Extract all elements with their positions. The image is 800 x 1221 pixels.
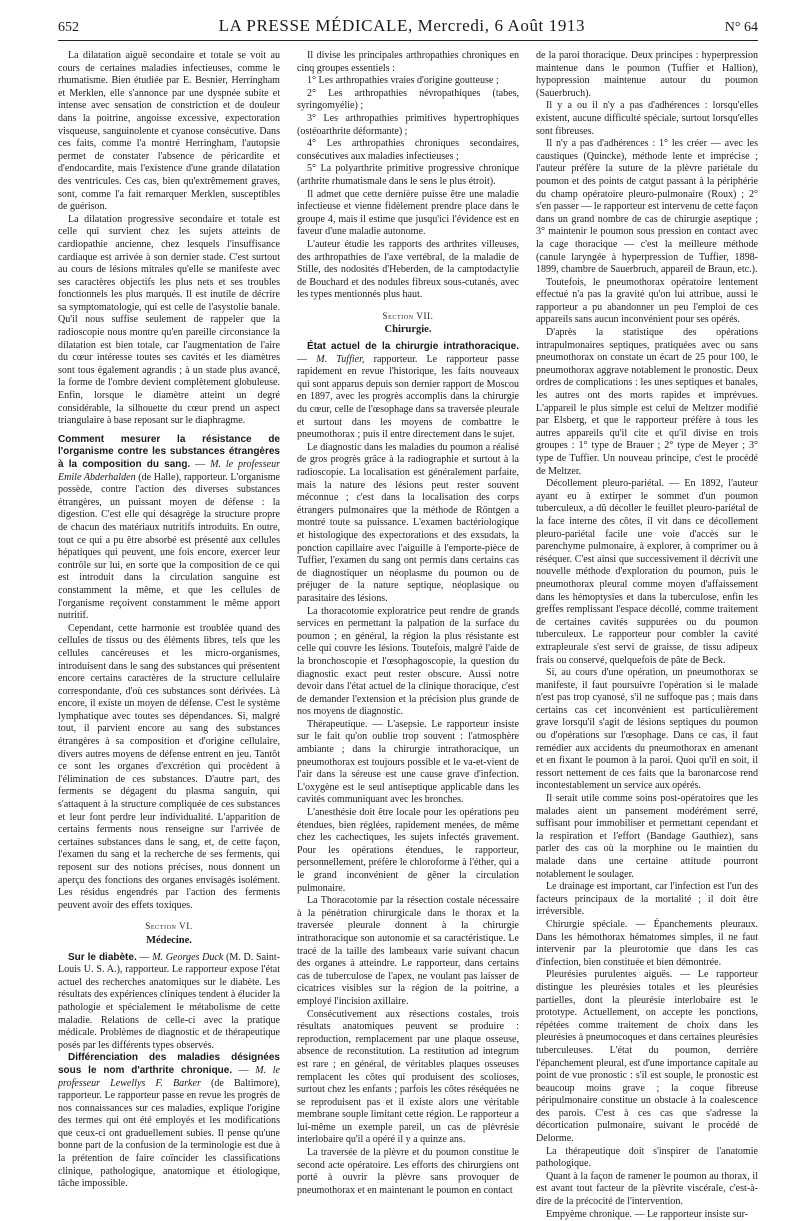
paragraph: Chirurgie spéciale. — Épanchements pleuraux. Dans les hémothorax hématomes simples, il ne faut intervenir par la pleurotomie que dans les cas d'infection, bien constituée et bien démontrée. xyxy=(536,918,758,968)
article-block: Comment mesurer la résistance de l'organisme contre les substances étrangères à la composition du sang. — M. le professeur Emile Abderhalden (de Halle), rapporteur. L'organisme possède, contre l'action des diverses substances étrangères, un puissant moyen de défense : la digestion. C'est elle qui désagrège la structure propre de chacun des matériaux nutritifs introduits. En outre, tout ce qui a pu être absorbé est présenté aux cellules hépatiques qui peuvent, une fois encore, exercer leur contrôle sur lui, en sorte que la composition de ce qui est introduit dans la circulation sanguine est constamment la même, et que les cellules de l'organisme reçoivent constamment le même apport nutritif. xyxy=(58,433,281,622)
page-header xyxy=(58,16,758,40)
article-author: M. le professeur Lewellys F. Barker xyxy=(58,1064,280,1089)
column-3 xyxy=(536,50,758,1220)
paragraph: Thérapeutique. — L'asepsie. Le rapporteur insiste sur le fait qu'on oublie trop souvent : l'atmosphère ambiante ; dans la chirurgie intrathoracique, un pneumothorax est toujours possible et le va-et-vient de l'air dans la séreuse est une cause grave d'infection. L'oxygène est le seul antiseptique applicable dans les cavités communiquant avec les bronches. xyxy=(297,718,519,806)
paragraph: Cependant, cette harmonie est troublée quand des cellules de tissus ou des éléments libres, tels que les cellules cancéreuses et les micro-organismes, introduisent dans le sang des substances qui présentent encore certains caractères de la structure cellulaire correspondante, d'où ces substances sont dérivées. Là encore, il existe un moyen de défense. C'est le système lymphatique avec toutes ses dépendances. Si, malgré tout, il parvient encore au sang des substances étrangères à sa composition et d'origine cellulaire, divers autres moyens de défense entrent en jeu. Tantôt ce sont les organes d'excrétion qui procèdent à l'élimination de ces substances. D'autre part, des ferments se dégagent du plasma sanguin, qui s'attaquent à la structure compliquée de ces substances et leur font perdre leur individualité. L'apparition de certains ferments nous renseigne sur l'arrivée de certaines substances dans le sang, et, de cette façon, l'examen du sang et la recherche de ses ferments, qui reposent sur des notions précises, nous donnent un aperçu des fonctions des organes envisagés isolément. Les résidus engendrés par l'action des ferments peuvent avoir des effets toxiques. xyxy=(58,622,280,911)
article-author: M. Georges Duck xyxy=(152,951,224,963)
paragraph: Le drainage est important, car l'infection est l'un des facteurs principaux de la mortalité ; il doit être irréversible. xyxy=(536,881,758,918)
journal-title: LA PRESSE MÉDICALE, Mercredi, 6 Août 1913 xyxy=(218,16,586,35)
paragraph: La dilatation aiguë secondaire et totale se voit au cours de certaines maladies infectieuses, comme le rhumatisme. Bien étudiée par E. Besnier, Herringham et Merklen, elle s'annonce par une dyspnée subite et intense avec sensation de constriction et de douleur dans la poitrine, angoisse excessive, expectoration visqueuse, sanguinolente et cyanose consécutive. Dans ces faits, comme l'a montré Herringham, l'autopsie permet de constater l'absence de péricardite et d'endocardite, mais l'existence d'une grande dilatation des ventricules. Ces cas, bien qu'extrêmement graves, sont, comme l'a fait remarquer Merklen, susceptibles de guérison. xyxy=(58,50,280,213)
paragraph: La traversée de la plèvre et du poumon constitue le second acte opératoire. Les efforts des chirurgiens ont porté à ouvrir la plèvre sans provoquer de pneumothorax et en maintenant le poumon en contact xyxy=(297,1147,519,1196)
paragraph: Il divise les principales arthropathies chroniques en cinq groupes essentiels : xyxy=(297,50,519,74)
page-number: 652 xyxy=(58,20,79,35)
paragraph: Il serait utile comme soins post-opératoires que les malades aient un pansement modérément serré, suffisant pour immobiliser et permettant cependant et la respiration et l'effort (Bandage Gauthiez), sans parler des cas où la morphine ou le maintien du malade dans une certaine attitude pourront notablement le soulager. xyxy=(536,793,758,880)
article-body: (de Baltimore), rapporteur. Le rapporteur passe en revue les progrès de nos connaissances sur ces maladies, explique l'origine des termes qui ont été employés et les modifications que ceux-ci ont graduellement subies. Il pense qu'une bonne part de la confusion de la terminologie est due à la prétention de faire coïncider les classifications clinique, pathologique, anatomique et étiologique, tâche impossible. xyxy=(58,1077,280,1190)
article-title: Sur le diabète. xyxy=(68,951,137,963)
paragraph: L'anesthésie doit être locale pour les opérations peu étendues, bien réglées, rapidement menées, de même chez les cachectiques, les sujets infectés gravement. Pour les opérations étendues, le rapporteur, personnellement, préfère le chloroforme à l'éther, qui a le grand inconvénient de gêner la circulation pulmonaire. xyxy=(297,807,519,894)
paragraph: Il admet que cette dernière puisse être une maladie infectieuse et vienne fidèlement prendre place dans le groupe 4, mais il estime que jusqu'ici l'évidence est en faveur d'une maladie autonome. xyxy=(297,188,519,238)
paragraph: Si, au cours d'une opération, un pneumothorax se manifeste, il faut poursuivre l'opération si le malade n'est pas trop cyanosé, s'il ne suffoque pas ; mais dans certains cas cet inconvénient est particulièrement grave lorsqu'il s'agit de lésions septiques du poumon ou d'opérations sur l'œsophage. Dans ce cas, il faut remédier aux accidents du pneumothorax en amenant et en fixant le poumon à la paroi. Quoi qu'il en soit, il ressort nettement de ces faits que la baronarcose rend incontestablement un service aux opérés. xyxy=(536,667,758,792)
section-heading: Section VII. xyxy=(382,310,434,321)
paragraph: Il y a ou il n'y a pas d'adhérences : lorsqu'elles existent, aucune difficulté spéciale, surtout lorsqu'elles sont fibreuses. xyxy=(536,100,758,137)
paragraph: La Thoracotomie par la résection costale nécessaire à la pénétration chirurgicale dans le thorax et la traversée pleurale donnent à la chirurgie intrathoracique son autonomie et sa caractéristique. Le tracé de la taille des lambeaux varie suivant chacun des organes à atteindre. Le rapporteur, dans certains cas de tuberculose de l'apex, ne voulant pas laisser de cicatrices visibles sur la région de la poitrine, a employé l'incision axillaire. xyxy=(297,895,519,1007)
paragraph: Le diagnostic dans les maladies du poumon a réalisé de gros progrès grâce à la radiographie et surtout à la radioscopie. La localisation est généralement parfaite, mais la nature des lésions peut rester souvent méconnue ; c'est dans la localisation des corps étrangers pulmonaires que la méthode de Röntgen a montré toute sa puissance. L'examen bactériologique et histologique des expectorations et des exsudats, la ponction capillaire avec l'aiguille à l'emporte-pièce de Tuffier, l'examen du sang ont permis dans certains cas de diagnostiquer un néoplasme du poumon ou de préjuger de la nature septique, néoplasique ou parasitaire des lésions. xyxy=(297,441,519,604)
article-title: État actuel de la chirurgie intrathoracique. xyxy=(307,341,519,353)
article-body: (M. D. Saint-Louis U. S. A.), rapporteur. Le rapporteur expose l'état actuel des recherches anatomiques sur le diabète. Les résultats des expériences cliniques tendent à élucider la pathologie et spécialement le métabolisme de cette maladie. Relations de celle-ci avec la pratique médicale. Problèmes de diagnostic et de thérapeutique posés par les différents types observés. xyxy=(58,951,280,1051)
article-body: (de Halle), rapporteur. L'organisme possède, contre l'action des diverses substances étrangères, un puissant moyen de défense : la digestion. C'est elle qui désagrège la structure propre de chacun des matériaux nutritifs introduits. En outre, tout ce qui a pu être absorbé est présenté aux cellules hépatiques qui peuvent, une fois encore, exercer leur contrôle sur lui, en sorte que la composition de ce qui est introduit dans la circulation sanguine est constamment la même, et que les cellules de l'organisme reçoivent constamment le même apport nutritif. xyxy=(58,471,280,622)
article-block: Différenciation des maladies désignées sous le nom d'arthrite chronique. — M. le professeur Lewellys F. Barker (de Baltimore), rapporteur. Le rapporteur passe en revue les progrès de nos connaissances sur ces maladies, explique l'origine des termes qui ont été employés et les modifications que ceux-ci ont graduellement subies. Il pense qu'une bonne part de la confusion de la terminologie est due à la prétention de faire coïncider les classifications clinique, pathologique, anatomique et étiologique, tâche impossible. xyxy=(58,1052,280,1190)
article-block: Sur le diabète. — M. Georges Duck (M. D. Saint-Louis U. S. A.), rapporteur. Le rapporteur expose l'état actuel des recherches anatomiques sur le diabète. Les résultats des expériences cliniques tendent à élucider la pathologie et spécialement le métabolisme de cette maladie. Relations de celle-ci avec la pratique médicale. Problèmes de diagnostic et de thérapeutique posés par les différents types observés. xyxy=(58,951,280,1051)
section-title: Médecine. xyxy=(146,934,192,946)
article-title: Différenciation des maladies désignées sous le nom d'arthrite chronique. xyxy=(58,1052,280,1076)
paragraph: Empyème chronique. — Le rapporteur insiste sur- xyxy=(546,1208,749,1220)
issue-number: N° 64 xyxy=(724,20,758,35)
paragraph: Décollement pleuro-pariétal. — En 1892, l'auteur ayant eu à extirper le sommet d'un poumon tuberculeux, a dû décoller le feuillet pleuro-pariétal de la face interne des côtes, il vit dans ce décollement pleuro-pariétal facile une voie d'accès sur le parenchyme pulmonaire, à explorer, à comprimer ou à réséquer. C'est ainsi que successivement il décrivit une nouvelle méthode d'exploration du poumon, puis le pneumothorax pleural comme moyen d'affaissement dans les hémoptysies et dans la tuberculose, enfin les greffes remplissant l'espace décollé, comme traitement de certaines cavités suppurées ou du poumon tuberculeux. Le rapporteur pour combler la cavité extrapleurale s'est servi de graisse, de tissu adipeux frais ou conservé, quelquefois de pâte de Beck. xyxy=(536,478,758,666)
paragraph: La thérapeutique doit s'inspirer de l'anatomie pathologique. xyxy=(536,1145,758,1170)
column-2 xyxy=(297,50,520,1196)
paragraph: Il n'y a pas d'adhérences : 1° les créer — avec les caustiques (Quincke), méthode lente et imprécise ; l'auteur préfère la suture de la plèvre pariétale du poumon et des points de catgut passant à la périphérie du champ opératoire pleuro-pulmonaire (Roux) ; 2° s'en passer — le rapporteur est intervenu de cette façon dans un grand nombre de cas de chirurgie aseptique ; 3° maintenir le poumon sous pression en contact avec la cage thoracique — c'est la meilleure méthode (canule laryngée à hyperpression de Tuffier, 1898-1899, chambre de Sauerbruch, appareil de Braun, etc.). xyxy=(536,138,758,276)
paragraph: de la paroi thoracique. Deux principes : hyperpression maintenue dans le poumon (Tuffier et Hallion), hypopression maintenue autour du poumon (Sauerbruch). xyxy=(536,50,758,99)
paragraph: D'après la statistique des opérations intrapulmonaires septiques, pratiquées avec ou sans pneumothorax on constate un écart de 25 pour 100, le pneumothorax aggrave notablement le pronostic. Deux ordres de complications : les unes septiques et banales, les autres ont des morts rapides et imprévues. L'appareil le plus simple est celui de Meltzer modifié par Elsberg, et que le rapporteur préfère à tous les autres appareils qu'il cite et qu'il divise en trois groupes : 1° type de Brauer ; 2° type de Meyer ; 3° type de Tuffier. Un nouveau principe, c'est le procédé de Meltzer. xyxy=(536,327,758,477)
paragraph: La thoracotomie exploratrice peut rendre de grands services en permettant la palpation de la surface du poumon ; en général, la région la plus résistante est celle qui couvre les lésions. Toutefois, malgré l'aide de la bronchoscopie et l'œsophagoscopie, la question du diagnostic exact peut rester obscure. Aussi notre devoir dans l'état actuel de la clinique thoracique, c'est de demander l'extension et la précision plus grande de nos moyens de diagnostic. xyxy=(297,605,519,718)
header-rule xyxy=(58,40,758,41)
article-title: Comment mesurer la résistance de l'organisme contre les substances étrangères à la composition du sang. xyxy=(58,433,280,470)
paragraph: Consécutivement aux résections costales, trois résultats anatomiques peuvent se produire : reproduction, remplacement par une plaque osseuse, absence de reconstitution. La restitution ad integrum est rare ; en général, de véritables plaques osseuses remplacent les côtes qui produisent des scolioses, surtout chez les enfants ; parfois les côtes réséquées ne se reproduisent pas et il existe alors une véritable membrane souple limitant cette région. Le rapporteur a lui-même un exemple pareil, un cas de plèvrésie interlobaire qu'il a opéré il y a quinze ans. xyxy=(297,1008,519,1146)
article-author: M. Tuffier, xyxy=(316,353,365,365)
paragraph: La dilatation progressive secondaire et totale est celle qui survient chez les sujets atteints de cardiopathie ancienne, chez lesquels l'insuffisance cardiaque est arrivée à son dernier stade. C'est surtout au cours de lésions mitrales qu'elle se manifeste avec ses caractères objectifs les plus nets et ses troubles fonctionnels les plus marqués. Il est inutile de décrire sa symptomatologie, qui est celle de l'asystolie banale. Qu'il nous suffise seulement de rappeler que la radioscopie nous montre qu'en pareille circonstance la dilatation est bien totale, car l'augmentation de l'aire du cœur intéresse toutes ses cavités et les diamètres sont tous également agrandis ; à un stade plus avancé, la forme de l'ombre devient complètement globuleuse. Enfin, lorsque le diamètre atteint un degré considérable, la silhouette du cœur prend un aspect triangulaire à base reposant sur le diaphragme. xyxy=(58,213,280,427)
paragraph: Pleurésies purulentes aiguës. — Le rapporteur distingue les pleurésies totales et les pleurésies partielles, dont la pleurésie interlobaire est le prototype. Actuellement, on accepte les ponctions, répétées comme traitement de choix dans les pleurésies à pneumocoques et dans certaines pleurésies tuberculeuses. L'état du poumon, derrière l'épanchement pleural, est d'une importance capitale au point de vue pronostic : s'il est souple, le pronostic est beaucoup moins grave ; la coque fibreuse péripulmonaire constitue un obstacle à la coalescence des parois. C'est à ces cas que s'adresse la décortication pulmonaire, suivant le procédé de Delorme. xyxy=(536,969,758,1145)
section-title: Chirurgie. xyxy=(384,324,432,336)
paragraph: Quant à la façon de ramener le poumon au thorax, il est avant tout facteur de la plèvrite viscérale, c'est-à-dire de la précocité de l'intervention. xyxy=(536,1170,758,1208)
article-block: État actuel de la chirurgie intrathoracique. — M. Tuffier, rapporteur. Le rapporteur passe rapidement en revue l'historique, les faits nouveaux qui sont apparus depuis son dernier rapport de Moscou en 1897, avec les progrès accomplis dans la chirurgie du cœur, celle de l'œsophage dans sa traversée pleurale et surtout dans les moyens de combattre le pneumothorax ; puis il entre directement dans le sujet. xyxy=(297,341,520,441)
text-columns xyxy=(58,50,758,1220)
column-1 xyxy=(58,50,281,1190)
list-item: 5° La polyarthrite primitive progressive chronique (arthrite rhumatismale dans le sens le plus étroit). xyxy=(297,163,519,187)
list-item: 4° Les arthropathies chroniques secondaires, consécutives aux maladies infectieuses ; xyxy=(297,138,519,162)
list-item: 3° Les arthropathies primitives hypertrophiques (ostéoarthrite déformante) ; xyxy=(297,112,519,137)
article-author: M. le professeur Emile Abderhalden xyxy=(58,459,281,483)
paragraph: L'auteur étudie les rapports des arthrites villeuses, des arthropathies de l'axe vertébral, de la maladie de Stille, des nodosités d'Heberden, de la camptodactylie de Bouchard et des nodules fibreux sous-cutanés, avec les types mentionnés plus haut. xyxy=(297,238,519,301)
article-body: rapporteur. Le rapporteur passe rapidement en revue l'historique, les faits nouveaux qui sont apparus depuis son dernier rapport de Moscou en 1897, avec les progrès accomplis dans la chirurgie du cœur, celle de l'œsophage dans sa traversée pleurale et surtout dans les moyens de combattre le pneumothorax ; puis il entre directement dans le sujet. xyxy=(297,353,520,441)
list-item: 1° Les arthropathies vraies d'origine goutteuse ; xyxy=(307,75,499,87)
section-heading: Section VI. xyxy=(145,921,193,932)
paragraph: Toutefois, le pneumothorax opératoire lentement effectué n'a pas la gravité qu'on lui attribue, aussi le rapporteur a pu abandonner un peu l'emploi de ces appareils sans aucun inconvénient pour ses opérés. xyxy=(536,276,758,326)
list-item: 2° Les arthropathies névropathiques (tabes, syringomyélie) ; xyxy=(297,87,519,112)
